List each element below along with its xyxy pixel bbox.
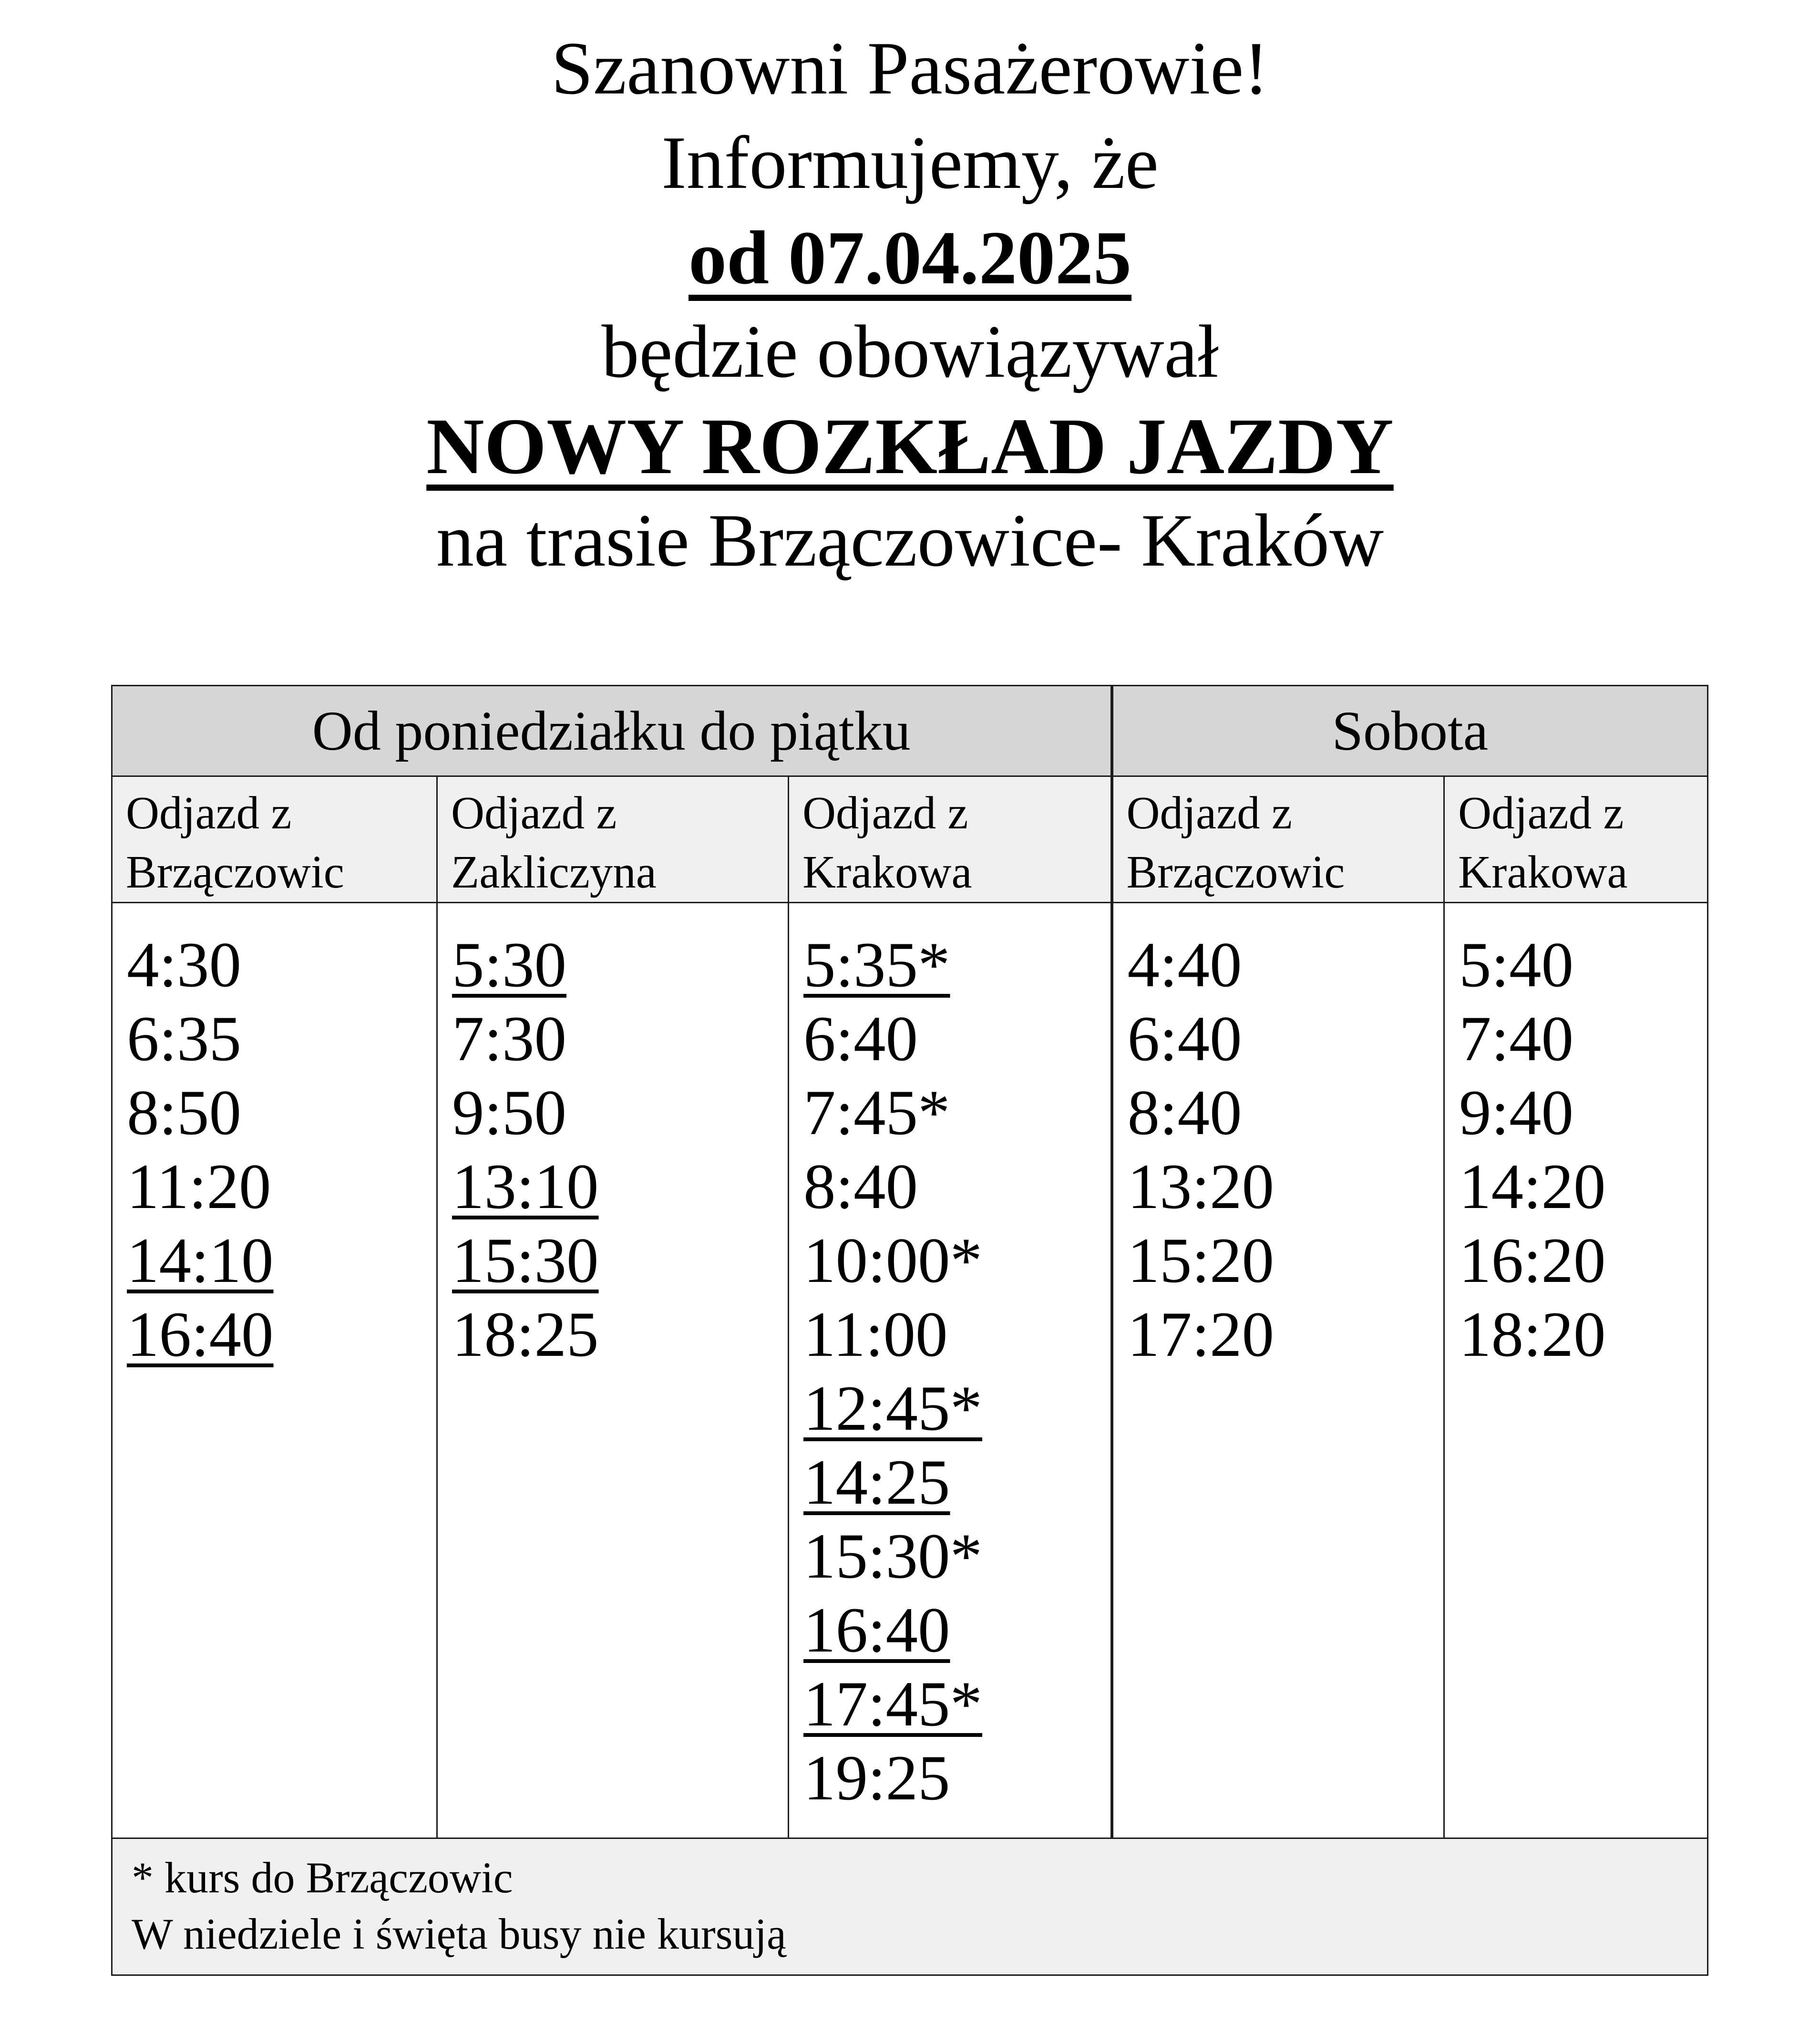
column-header-brzaczowice-weekday: Odjazd z Brzączowic (112, 776, 437, 903)
time-entry: 10:00* (803, 1225, 983, 1296)
time-entry: 18:25 (452, 1299, 599, 1370)
time-entry: 19:25 (803, 1743, 950, 1814)
footnote-row (112, 1838, 1708, 1975)
footnote-asterisk: * kurs do Brzączowic (132, 1853, 513, 1902)
title-new-schedule: NOWY ROZKŁAD JAZDY (426, 402, 1394, 491)
group-header-weekdays: Od poniedziałku do piątku (112, 686, 1112, 776)
time-entry: 16:40 (127, 1299, 274, 1370)
title-will-apply: będzie obowiązywał (601, 310, 1219, 393)
time-entry: 15:30 (452, 1225, 599, 1296)
title-route: na trasie Brzączowice- Kraków (436, 499, 1384, 582)
title-greeting: Szanowni Pasażerowie! (551, 27, 1269, 110)
time-entry: 7:45* (803, 1077, 950, 1148)
time-entry: 11:00 (803, 1299, 948, 1370)
times-saturday-brzaczowice (1112, 903, 1444, 1838)
column-header-zakliczyn-weekday: Odjazd z Zakliczyna (437, 776, 789, 903)
timetable (111, 685, 1708, 1976)
times-saturday-krakow (1444, 903, 1708, 1838)
time-entry: 17:20 (1127, 1299, 1275, 1370)
time-entry: 7:40 (1459, 1003, 1574, 1074)
time-entry: 8:50 (127, 1077, 242, 1148)
group-header-saturday: Sobota (1112, 686, 1708, 776)
time-entry: 7:30 (452, 1003, 567, 1074)
footnote-cell (112, 1838, 1708, 1975)
time-entry: 16:20 (1459, 1225, 1606, 1296)
time-entry: 18:20 (1459, 1299, 1606, 1370)
time-entry: 5:40 (1459, 929, 1574, 1001)
footnote-sundays: W niedziele i święta busy nie kursują (132, 1910, 786, 1958)
times-weekday-brzaczowice (112, 903, 437, 1838)
time-entry: 16:40 (803, 1595, 950, 1666)
title-inform: Informujemy, że (661, 121, 1159, 205)
time-entry: 4:30 (127, 929, 242, 1001)
group-header-row (112, 686, 1708, 776)
time-entry: 14:25 (803, 1447, 950, 1518)
time-entry: 13:10 (452, 1151, 599, 1222)
time-entry: 5:35* (803, 929, 950, 1001)
column-header-krakow-saturday: Odjazd z Krakowa (1444, 776, 1708, 903)
column-header-row (112, 776, 1708, 903)
times-row (112, 903, 1708, 1838)
time-entry: 8:40 (1127, 1077, 1242, 1148)
times-weekday-krakow (789, 903, 1112, 1838)
time-entry: 9:40 (1459, 1077, 1574, 1148)
time-entry: 5:30 (452, 929, 567, 1001)
time-entry: 6:35 (127, 1003, 242, 1074)
time-entry: 17:45* (803, 1669, 983, 1740)
time-entry: 4:40 (1127, 929, 1242, 1001)
time-entry: 14:10 (127, 1225, 274, 1296)
column-header-krakow-weekday: Odjazd z Krakowa (789, 776, 1112, 903)
time-entry: 6:40 (803, 1003, 918, 1074)
time-entry: 13:20 (1127, 1151, 1275, 1222)
time-entry: 9:50 (452, 1077, 567, 1148)
column-header-brzaczowice-saturday: Odjazd z Brzączowic (1112, 776, 1444, 903)
time-entry: 12:45* (803, 1373, 983, 1444)
time-entry: 15:20 (1127, 1225, 1275, 1296)
times-weekday-zakliczyn (437, 903, 789, 1838)
title-effective-date: od 07.04.2025 (689, 215, 1131, 300)
time-entry: 8:40 (803, 1151, 918, 1222)
title-block (0, 0, 1820, 588)
time-entry: 6:40 (1127, 1003, 1242, 1074)
time-entry: 14:20 (1459, 1151, 1606, 1222)
time-entry: 11:20 (127, 1151, 271, 1222)
time-entry: 15:30* (803, 1521, 983, 1592)
